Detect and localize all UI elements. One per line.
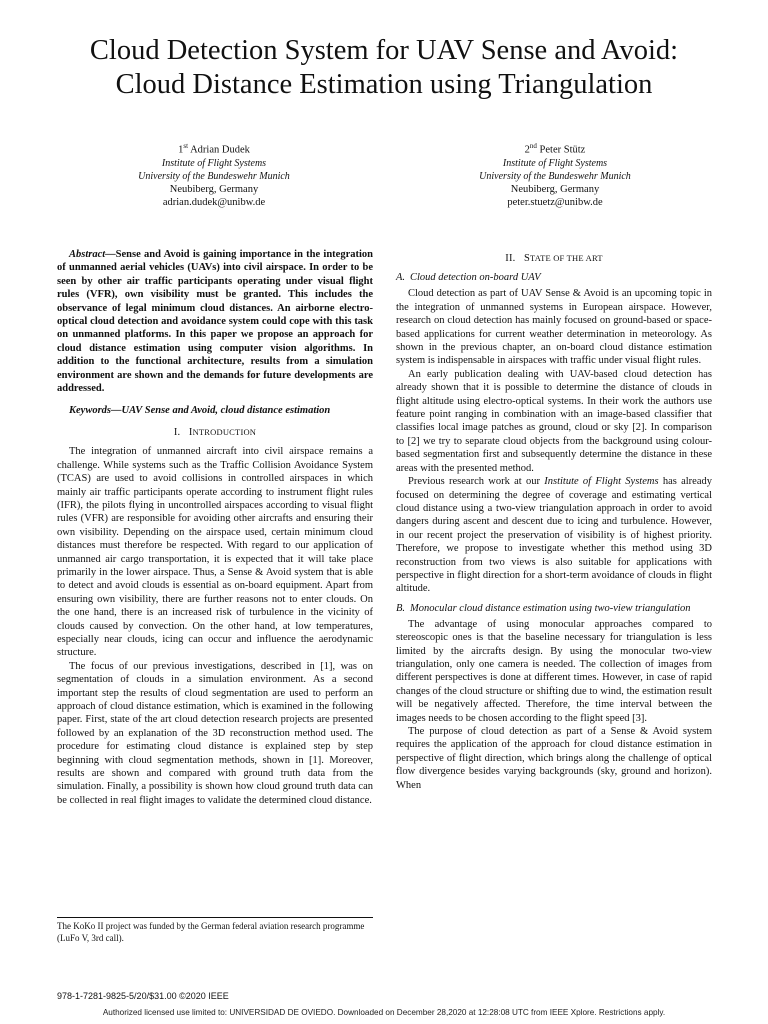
author-institute: Institute of Flight Systems [502, 157, 608, 169]
left-column [57, 248, 373, 807]
paragraph: The focus of our previous investigations, described in [1], was on segmentation of clouds in a simulation environment. As a second important step the results of cloud segmentation are used to perform an approach of cloud distance estimation, which is examined in the following paper. First, state of the art cloud detection research projects are presented followed by an explanation of the 3D reconstruction method used. The procedure for estimating cloud distance is explained step by step beginning with cloud segmentation methods, shown in [1]. Moreover, results are shown and compared with ground truth data from the simulation. Finally, a possibility is shown how cloud ground truth data can be collected in real flight images to validate the determined cloud distance. [57, 660, 373, 806]
author-university: University of the Bundeswehr Munich [479, 170, 631, 182]
author-institute: Institute of Flight Systems [161, 157, 267, 169]
author-block-1 [94, 140, 334, 209]
footnote-divider [57, 917, 373, 918]
author-email: peter.stuetz@unibw.de [507, 196, 603, 208]
author-university: University of the Bundeswehr Munich [138, 170, 290, 182]
abstract-text: —Sense and Avoid is gaining importance in the integration of unmanned aerial vehicles (UAVs) into civil airspace. In order to be seen by other air traffic participants operating under visual flight rules (VFR), own visibility must be granted. This includes the observance of legal minimum cloud distances. An airborne electro-optical cloud detection and avoidance system could cope with this task on unmanned platforms. In this paper we propose an approach for cloud distance estimation using computer vision algorithms. In addition to the functional architecture, results from a simulation environment are shown and the demands for future developments are addressed. [57, 249, 373, 395]
paragraph: The purpose of cloud detection as part of a Sense & Avoid system requires the application of the approach for cloud distance estimation in perspective of flight direction, which brings along the challenge of optical flow divergence besides varying backgrounds (sky, ground and horizon). When [396, 726, 712, 791]
subsection-heading-b: B. Monocular cloud distance estimation using two-view triangulation [396, 602, 691, 614]
paragraph: The advantage of using monocular approaches compared to stereoscopic ones is that the baseline necessary for triangulation is less limited by the aircrafts design. By using the monocular two-view triangulation, only one camera is needed. The collection of images from different perspectives is done at different times. However, in case of rapid changes of the cloud structure or shifting due to wind, the estimation result will be negatively affected. Therefore, the time interval between the images needs to be chosen according to the flight speed [3]. [396, 618, 712, 724]
subsection-heading-a: A. Cloud detection on-board UAV [396, 272, 541, 284]
isbn-copyright: 978-1-7281-9825-5/20/$31.00 ©2020 IEEE [57, 991, 229, 1001]
keywords: Keywords—UAV Sense and Avoid, cloud distance estimation [69, 405, 331, 417]
author-name: 1st Adrian Dudek [178, 142, 250, 156]
paragraph: The integration of unmanned aircraft into civil airspace remains a challenge. While systems such as the Traffic Collision Avoidance System (TCAS) are used to avoid collisions in controlled airspaces in which mainly air traffic participants operate according to instrument flight rules (IFR), the pilots flying in uncontrolled airspaces according to visual flight rules (VFR) are responsible for avoiding other aircrafts and ensuring their own visibility. Depending on the airspace used, certain minimum cloud distances must therefore be respected. With regard to our application of unmanned air cargo transportation, it is expected that it will take place primarily in the lower airspace. Thus, a Sense & Avoid system that is able to detect and avoid clouds is essential as on-board equipment. Apart from ensuring own visibility, there are further reasons not to enter clouds. On the one hand, there is an increased risk of turbulence in the vicinity of clouds caused by convection. On the other hand, at low temperatures, especially near clouds, icing can occur and influence the aerodynamic structure. [57, 446, 373, 659]
right-column [396, 252, 712, 792]
section-heading-state-of-the-art: II. STATE OF THE ART [505, 253, 603, 264]
abstract-label: Abstract [69, 249, 106, 260]
author-email: adrian.dudek@unibw.de [162, 196, 266, 208]
paragraph: Previous research work at our Institute of Flight Systems has already focused on determining the degree of coverage and estimating vertical cloud distance using a two-view triangulation approach in order to avoid dangers during ascent and descent due to icing and turbulence. However, in our recent project the preservation of visibility is of highest priority. Therefore, we propose to investigate whether this method using 3D reconstruction from two views is also suitable for applications with perspective in flight direction for a short-term avoidance of clouds in flight altitude. [396, 476, 712, 595]
paragraph: An early publication dealing with UAV-based cloud detection has already shown that it is possible to determine the distance of clouds in flight altitude using electro-optical systems. In their work the authors use feature point ranging in combination with an image-based classifier that classifies local image patches as ground, cloud or sky [2]. In comparison to [2] we try to separate cloud objects from the background using colour-based segmentation first and subsequently determine the distance in these areas with the presented method. [396, 368, 712, 474]
license-notice: Authorized licensed use limited to: UNIVERSIDAD DE OVIEDO. Downloaded on December 28,2020 at 12:28:08 UTC from IEEE Xplore. Restrictions apply. [102, 1008, 666, 1017]
title-line-1: Cloud Detection System for UAV Sense and Avoid: [89, 35, 679, 66]
paragraph: Cloud detection as part of UAV Sense & Avoid is an upcoming topic in the integration of unmanned systems in European airspace. However, research on cloud detection has mainly focused on ground-based or space-based applications for current weather determination in meteorology. As shown in the previous chapter, an on-board cloud distance estimation system is indispensable in airspaces with traffic under visual flight rules. [396, 288, 712, 367]
author-block-2 [435, 140, 675, 209]
section-heading-introduction: I. INTRODUCTION [173, 426, 257, 438]
paper-title [40, 34, 728, 102]
author-location: Neubiberg, Germany [510, 183, 600, 195]
author-name: 2nd Peter Stütz [524, 142, 586, 156]
title-line-2: Cloud Distance Estimation using Triangulation [115, 69, 653, 100]
footnote: The KoKo II project was funded by the German federal aviation research programme (LuFo V, 3rd call). [57, 921, 365, 943]
author-location: Neubiberg, Germany [169, 183, 259, 195]
abstract [57, 248, 373, 395]
institute-name: Institute of Flight Systems [544, 476, 659, 488]
